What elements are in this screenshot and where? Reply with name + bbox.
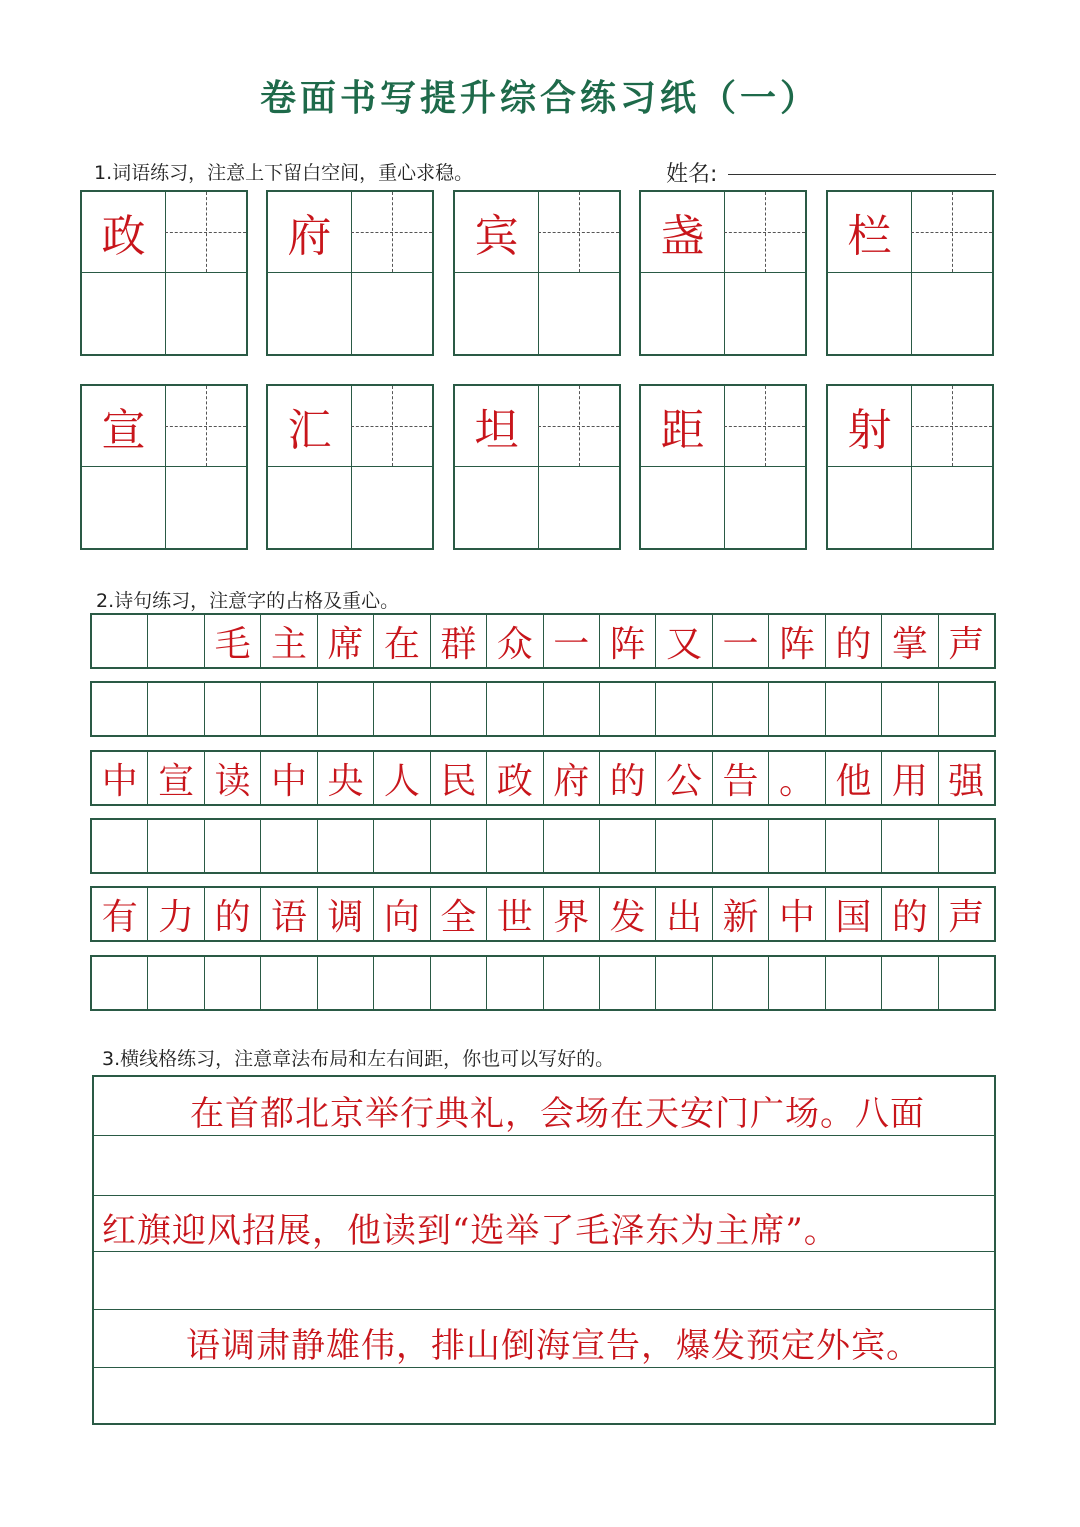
grid-cell[interactable]: [882, 683, 938, 735]
grid-cell[interactable]: [939, 683, 994, 735]
grid-cell[interactable]: [148, 957, 204, 1009]
grid-cell[interactable]: [600, 957, 656, 1009]
grid-cell[interactable]: 向: [374, 888, 430, 940]
dashed-guide: [351, 426, 432, 427]
section3-label: 3.横线格练习，注意章法布局和左右间距，你也可以写好的。: [102, 1048, 615, 1070]
section2-label: 2.诗句练习，注意字的占格及重心。: [96, 590, 400, 612]
grid-cell[interactable]: [431, 683, 487, 735]
grid-line: [911, 386, 912, 548]
grid-cell[interactable]: 出: [656, 888, 712, 940]
grid-line: [724, 386, 725, 548]
grid-line: [351, 192, 352, 354]
grid-cell[interactable]: 阵: [600, 615, 656, 667]
ruled-line: [94, 1367, 994, 1368]
grid-cell[interactable]: [826, 957, 882, 1009]
grid-cell[interactable]: [318, 820, 374, 872]
grid-cell[interactable]: 民: [431, 752, 487, 804]
grid-cell[interactable]: 众: [487, 615, 543, 667]
grid-row: [90, 818, 996, 874]
grid-cell[interactable]: 毛: [205, 615, 261, 667]
grid-cell[interactable]: 国: [826, 888, 882, 940]
grid-cell[interactable]: [431, 820, 487, 872]
grid-cell[interactable]: [826, 820, 882, 872]
grid-cell[interactable]: 声: [948, 623, 985, 665]
name-label: 姓名:: [666, 162, 718, 187]
dashed-guide: [165, 232, 246, 233]
grid-cell[interactable]: [148, 820, 204, 872]
grid-cell[interactable]: [374, 683, 430, 735]
grid-cell[interactable]: 主: [261, 615, 317, 667]
grid-cell[interactable]: [148, 683, 204, 735]
ruled-line: [94, 1309, 994, 1310]
dashed-guide: [911, 232, 992, 233]
grid-cell[interactable]: 在: [374, 615, 430, 667]
tianzige-box[interactable]: [266, 384, 434, 550]
grid-line: [165, 386, 166, 548]
model-character: 坦: [474, 405, 519, 456]
tianzige-box[interactable]: [826, 190, 994, 356]
grid-cell[interactable]: 他: [826, 752, 882, 804]
grid-line: [165, 192, 166, 354]
grid-cell[interactable]: 中: [261, 752, 317, 804]
grid-cell[interactable]: [769, 683, 825, 735]
grid-cell[interactable]: [318, 957, 374, 1009]
dashed-guide: [724, 426, 805, 427]
grid-cell[interactable]: [92, 820, 148, 872]
grid-cell[interactable]: 的: [600, 752, 656, 804]
model-character: 栏: [847, 211, 892, 262]
tianzige-box[interactable]: [639, 190, 807, 356]
grid-line: [911, 192, 912, 354]
grid-line: [538, 386, 539, 548]
page-title: 卷面书写提升综合练习纸（一）: [259, 77, 820, 119]
grid-cell[interactable]: 世: [487, 888, 543, 940]
grid-line: [641, 466, 805, 467]
grid-cell[interactable]: [261, 957, 317, 1009]
grid-cell[interactable]: [205, 957, 261, 1009]
grid-cell[interactable]: 掌: [882, 615, 938, 667]
grid-cell[interactable]: 用: [882, 752, 938, 804]
grid-cell[interactable]: 读: [205, 752, 261, 804]
grid-cell[interactable]: [656, 957, 712, 1009]
grid-cell[interactable]: [713, 957, 769, 1009]
grid-cell[interactable]: [374, 957, 430, 1009]
grid-cell[interactable]: 一: [713, 615, 769, 667]
tianzige-box[interactable]: [639, 384, 807, 550]
grid-cell[interactable]: [713, 820, 769, 872]
grid-line: [82, 272, 246, 273]
grid-cell[interactable]: 中: [92, 752, 148, 804]
grid-row: [90, 750, 996, 806]
dashed-guide: [538, 232, 619, 233]
grid-cell[interactable]: [882, 820, 938, 872]
dashed-guide: [165, 426, 246, 427]
grid-cell[interactable]: [544, 957, 600, 1009]
grid-cell[interactable]: 的: [882, 888, 938, 940]
grid-line: [351, 386, 352, 548]
ruled-line: [94, 1135, 994, 1136]
grid-cell[interactable]: [318, 683, 374, 735]
dashed-guide: [351, 232, 432, 233]
name-input-line[interactable]: [728, 174, 996, 175]
section1-label: 1.词语练习，注意上下留白空间，重心求稳。: [94, 162, 474, 184]
grid-cell[interactable]: 中: [769, 888, 825, 940]
model-character: 射: [847, 405, 892, 456]
grid-cell[interactable]: [600, 820, 656, 872]
grid-cell[interactable]: 强: [948, 760, 985, 802]
grid-cell[interactable]: 又: [656, 615, 712, 667]
dashed-guide: [538, 426, 619, 427]
grid-cell[interactable]: 宣: [148, 752, 204, 804]
grid-cell[interactable]: [544, 820, 600, 872]
handwritten-line-2: 红旗迎风招展，他读到“选举了毛泽东为主席”。: [102, 1211, 839, 1251]
grid-cell[interactable]: 央: [318, 752, 374, 804]
grid-cell[interactable]: 力: [148, 888, 204, 940]
model-character: 宾: [474, 211, 519, 262]
grid-line: [538, 192, 539, 354]
grid-cell[interactable]: 告: [713, 752, 769, 804]
grid-cell[interactable]: [92, 615, 148, 667]
grid-cell[interactable]: 阵: [769, 615, 825, 667]
grid-line: [828, 272, 992, 273]
grid-cell[interactable]: [656, 683, 712, 735]
grid-cell[interactable]: [939, 957, 994, 1009]
model-character: 府: [287, 211, 332, 262]
grid-cell[interactable]: 全: [431, 888, 487, 940]
grid-cell[interactable]: [92, 957, 148, 1009]
grid-line: [455, 466, 619, 467]
grid-cell[interactable]: 。: [769, 752, 825, 804]
grid-row: [90, 955, 996, 1011]
grid-cell[interactable]: [713, 683, 769, 735]
model-character: 政: [101, 211, 146, 262]
tianzige-box[interactable]: [826, 384, 994, 550]
grid-cell[interactable]: 语: [261, 888, 317, 940]
grid-cell[interactable]: [487, 683, 543, 735]
grid-line: [828, 466, 992, 467]
grid-cell[interactable]: [92, 683, 148, 735]
grid-cell[interactable]: [261, 683, 317, 735]
grid-cell[interactable]: [148, 615, 204, 667]
grid-line: [724, 192, 725, 354]
grid-row: [90, 886, 996, 942]
grid-cell[interactable]: 调: [318, 888, 374, 940]
grid-cell[interactable]: 人: [374, 752, 430, 804]
dashed-guide: [911, 426, 992, 427]
grid-row: [90, 613, 996, 669]
grid-cell[interactable]: [939, 820, 994, 872]
grid-line: [82, 466, 246, 467]
grid-line: [455, 272, 619, 273]
dashed-guide: [724, 232, 805, 233]
grid-cell[interactable]: [431, 957, 487, 1009]
grid-cell[interactable]: [544, 683, 600, 735]
grid-line: [268, 466, 432, 467]
tianzige-box[interactable]: [453, 384, 621, 550]
grid-cell[interactable]: [769, 957, 825, 1009]
grid-line: [641, 272, 805, 273]
model-character: 宣: [101, 405, 146, 456]
grid-cell[interactable]: 有: [92, 888, 148, 940]
tianzige-box[interactable]: [80, 384, 248, 550]
grid-cell[interactable]: [205, 820, 261, 872]
grid-cell[interactable]: 新: [713, 888, 769, 940]
grid-cell[interactable]: 的: [826, 615, 882, 667]
grid-cell[interactable]: 府: [544, 752, 600, 804]
model-character: 汇: [287, 405, 332, 456]
grid-cell[interactable]: 公: [656, 752, 712, 804]
grid-cell[interactable]: 席: [318, 615, 374, 667]
grid-cell[interactable]: [261, 820, 317, 872]
model-character: 盏: [660, 211, 705, 262]
grid-cell[interactable]: [487, 820, 543, 872]
grid-cell[interactable]: [374, 820, 430, 872]
grid-cell[interactable]: [600, 683, 656, 735]
grid-cell[interactable]: 界: [544, 888, 600, 940]
grid-line: [268, 272, 432, 273]
grid-cell[interactable]: 政: [487, 752, 543, 804]
grid-cell[interactable]: 声: [948, 896, 985, 938]
grid-cell[interactable]: [769, 820, 825, 872]
ruled-line: [94, 1195, 994, 1196]
grid-cell[interactable]: [826, 683, 882, 735]
grid-cell[interactable]: [205, 683, 261, 735]
grid-cell[interactable]: 发: [600, 888, 656, 940]
grid-cell[interactable]: 的: [205, 888, 261, 940]
grid-cell[interactable]: 一: [544, 615, 600, 667]
grid-cell[interactable]: [656, 820, 712, 872]
model-character: 距: [660, 405, 705, 456]
grid-cell[interactable]: 群: [431, 615, 487, 667]
grid-row: [90, 681, 996, 737]
tianzige-box[interactable]: [453, 190, 621, 356]
tianzige-box[interactable]: [266, 190, 434, 356]
handwritten-line-1: 在首都北京举行典礼，会场在天安门广场。八面: [190, 1094, 925, 1134]
handwritten-line-3: 语调肃静雄伟，排山倒海宣告，爆发预定外宾。: [186, 1326, 921, 1366]
grid-cell[interactable]: [882, 957, 938, 1009]
tianzige-box[interactable]: [80, 190, 248, 356]
grid-cell[interactable]: [487, 957, 543, 1009]
